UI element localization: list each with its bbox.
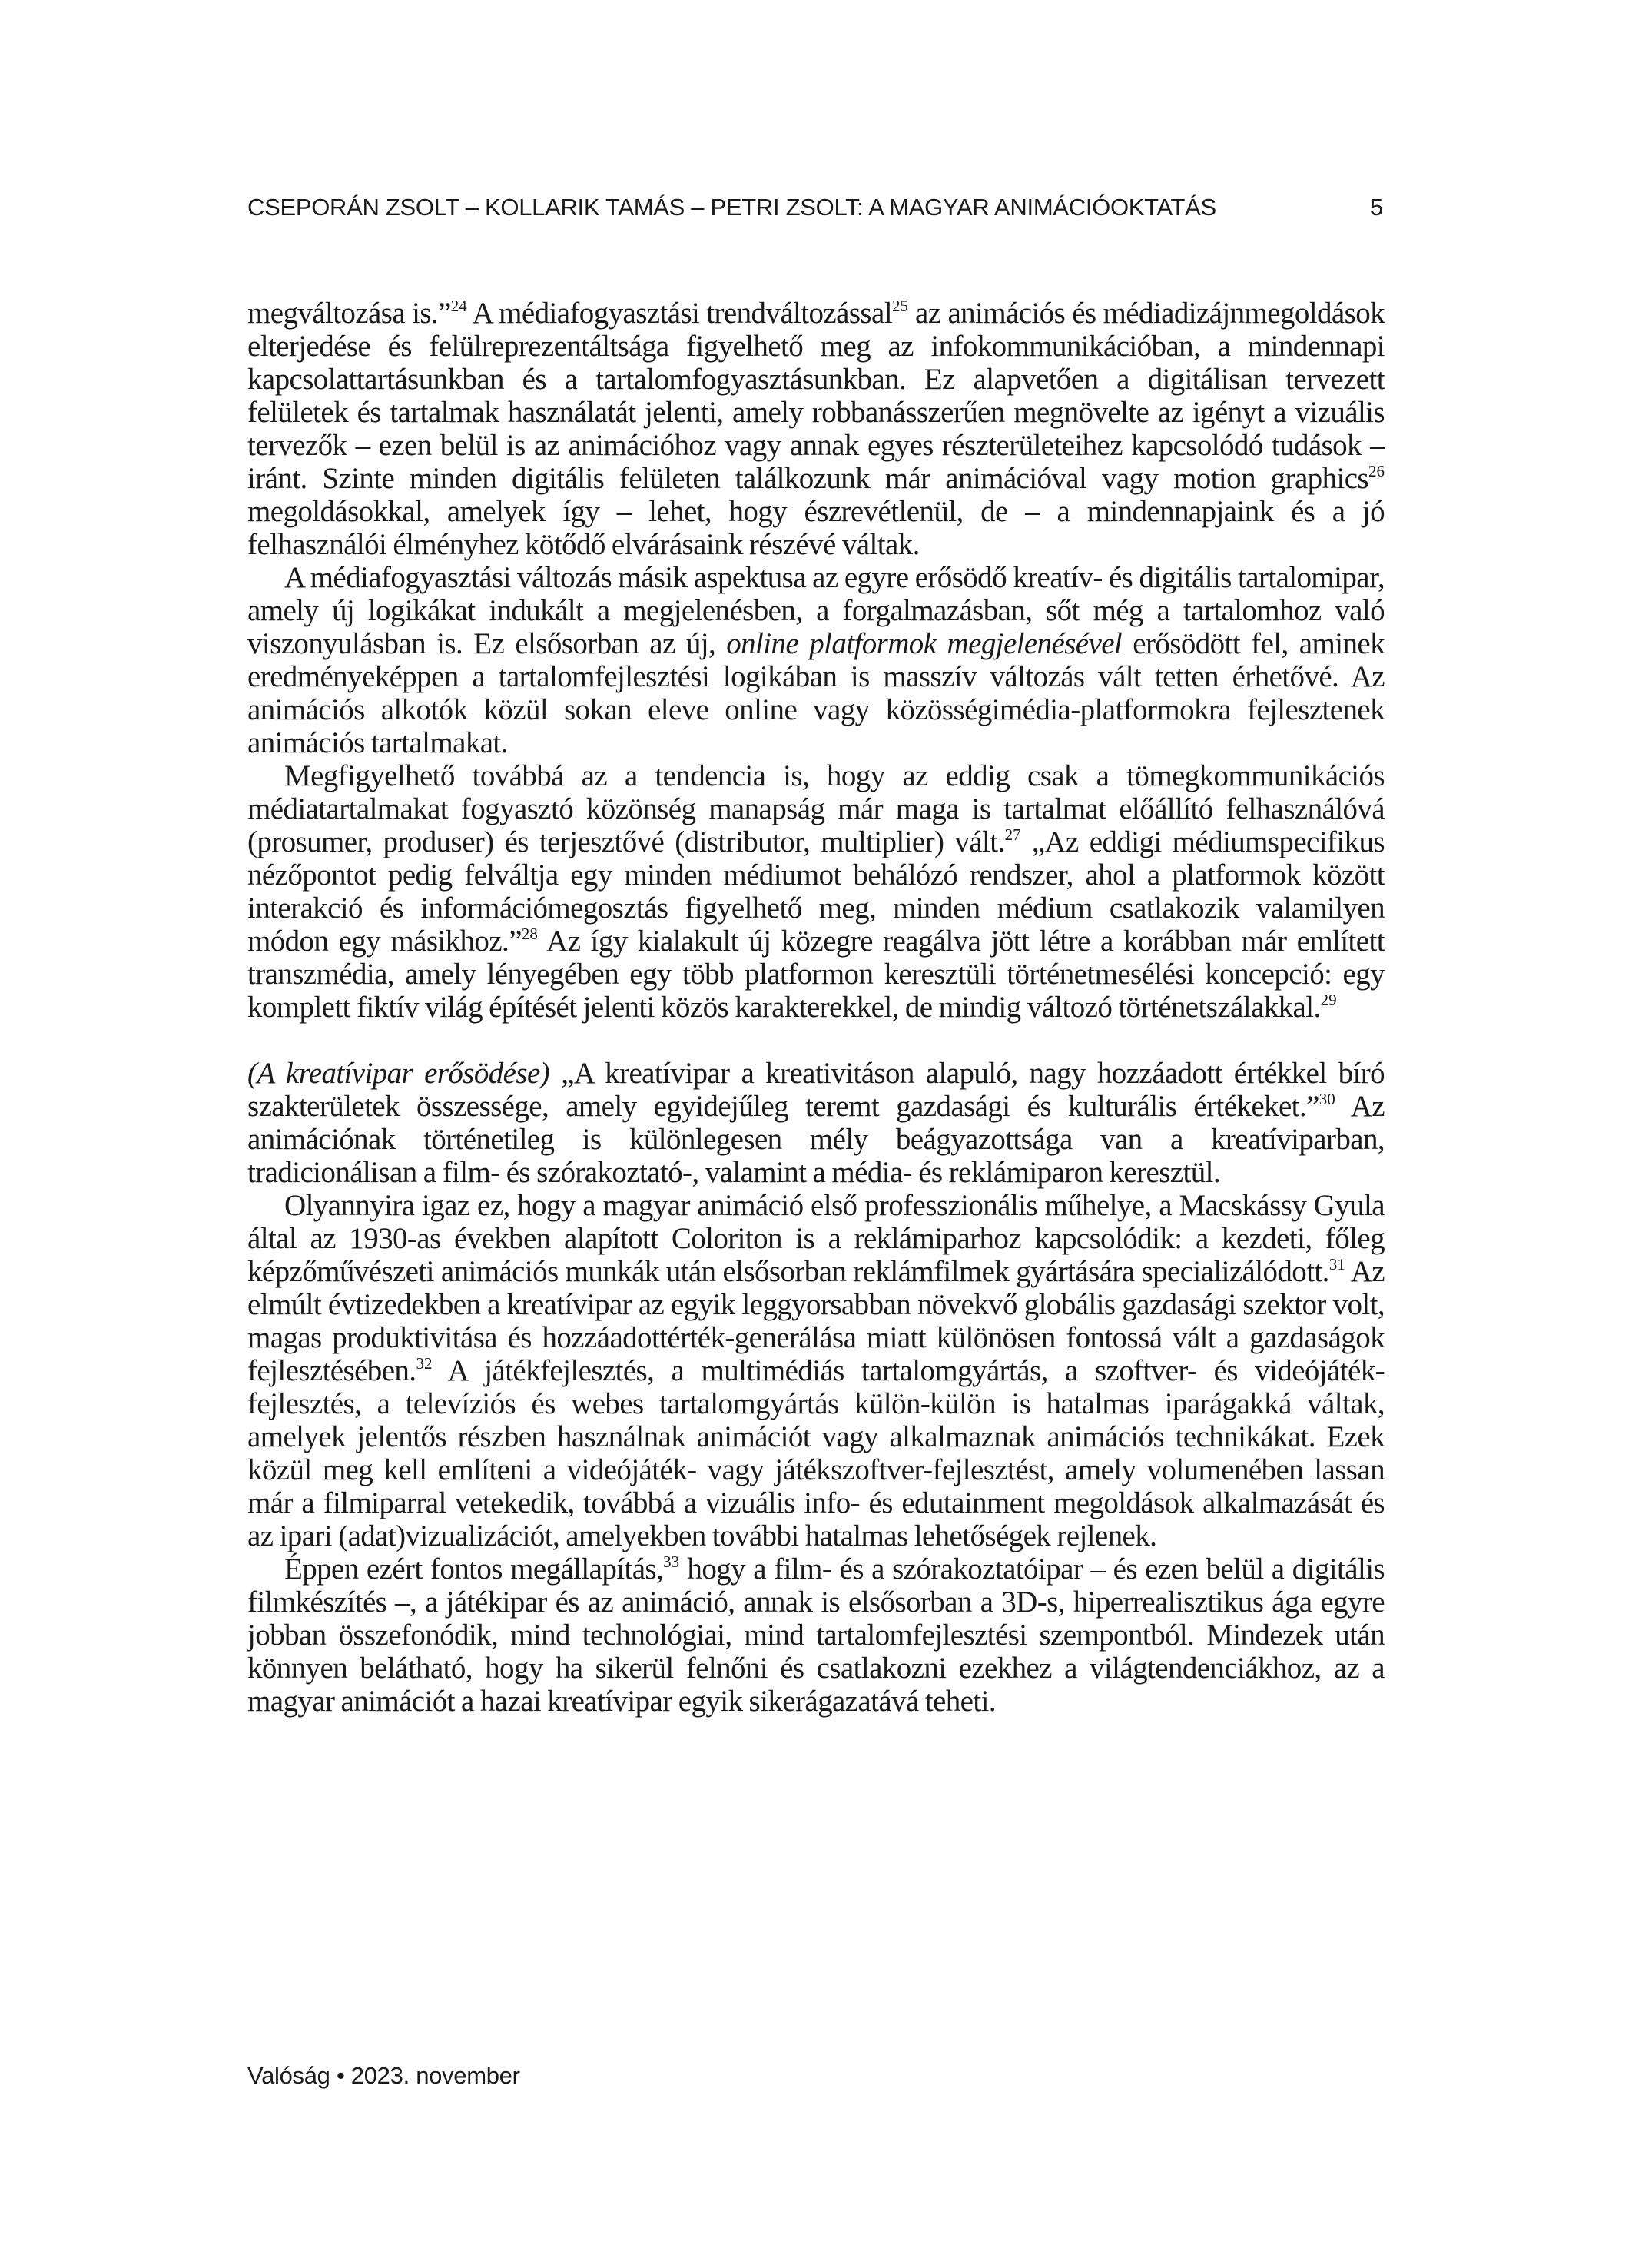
footnote-ref: 25 bbox=[891, 297, 908, 315]
page-footer: Valóság • 2023. november bbox=[247, 2062, 520, 2089]
footnote-ref: 32 bbox=[416, 1354, 433, 1373]
text-run: az animációs és médiadizájnmegoldások elterjedése és felülreprezentáltsága figyelhető meg az infokommunikációban, a mindennapi kapcsolattartásunkban és a tartalomfogyasztásunkban. Ez alapvetően a digitálisan tervezett felületek és tartalmak használatát jelenti, amely robbanásszerűen megnövelte az igényt a vizuális tervezők – ezen belül is az animációhoz vagy annak egyes részterületeihez kapcsolódó tudások – iránt. Szinte minden digitális felületen találkozunk már animációval vagy motion graphics bbox=[247, 297, 1385, 495]
text-run: hogy a film- és a szórakoztatóipar – és ezen belül a digitális filmkészítés –, a játékipar és az animáció, annak is elsősorban a 3D-s, hiperrealisztikus ága egyre jobban összefonódik, mind technológiai, mind tartalomfejlesztési szempontból. Mindezek után könnyen belátható, hogy ha sikerül felnőni és csatlakozni ezekhez a világtendenciákhoz, az a magyar animációt a hazai kreatívipar egyik sikerágazatává teheti. bbox=[247, 1552, 1385, 1718]
text-run: Éppen ezért fontos megállapítás, bbox=[284, 1552, 664, 1586]
footnote-ref: 28 bbox=[521, 925, 538, 943]
italic-text: (A kreatívipar erősödése) bbox=[247, 1057, 550, 1090]
footnote-ref: 27 bbox=[1004, 825, 1021, 844]
paragraph bbox=[247, 1552, 1385, 1718]
footnote-ref: 33 bbox=[663, 1552, 680, 1571]
page-number: 5 bbox=[1370, 194, 1383, 221]
paragraph bbox=[247, 1057, 1385, 1189]
paragraph bbox=[247, 297, 1385, 561]
text-run: Olyannyira igaz ez, hogy a magyar animáció első professzionális műhelye, a Macskássy Gyula által az 1930-as években alapított Coloriton is a reklámiparhoz kapcsolódik: a kezdeti, főleg képzőművészeti animációs munkák után elsősorban reklámfilmek gyártására specializálódott. bbox=[247, 1189, 1385, 1288]
footnote-ref: 29 bbox=[1320, 991, 1337, 1009]
footnote-ref: 31 bbox=[1328, 1255, 1345, 1273]
footnote-ref: 30 bbox=[1319, 1090, 1335, 1108]
italic-text: online platformok megjelenésével bbox=[726, 627, 1123, 660]
text-run: A médiafogyasztási változás másik aspektusa az egyre erősödő kreatív- és digitális tartalomipar, amely új logikákat indukált a megjelenésben, a forgalmazásban, sőt még a tartalomhoz való viszonyulásban is. Ez elsősorban az új, bbox=[247, 561, 1385, 660]
footnote-ref: 26 bbox=[1368, 462, 1385, 480]
text-run: „Az eddigi médiumspecifikus nézőpontot pedig felváltja egy minden médiumot behálózó rendszer, ahol a platformok között interakció és információmegosztás figyelhető meg, minden médium csatlakozik valamilyen módon egy másikhoz.” bbox=[247, 825, 1385, 958]
running-header bbox=[247, 194, 1392, 221]
text-run: „A kreatívipar a kreativitáson alapuló, nagy hozzáadott értékkel bíró szakterületek összessége, amely egyidejűleg teremt gazdasági és kulturális értékeket.” bbox=[247, 1057, 1385, 1123]
paragraph bbox=[247, 1189, 1385, 1552]
text-run: A játékfejlesztés, a multimédiás tartalomgyártás, a szoftver- és videójáték-fejlesztés, a televíziós és webes tartalomgyártás külön-külön is hatalmas iparágakká váltak, amelyek jelentős részben használnak animációt vagy alkalmaznak animációs technikákat. Ezek közül meg kell említeni a videójáték- vagy játékszoftver-fejlesztést, amely volumenében lassan már a filmiparral vetekedik, továbbá a vizuális info- és edutainment megoldások alkalmazását és az ipari (adat)vizualizációt, amelyekben további hatalmas lehetőségek rejlenek. bbox=[247, 1354, 1385, 1552]
text-run: megoldásokkal, amelyek így – lehet, hogy észrevétlenül, de – a mindennapjaink és a jó felhasználói élményhez kötődő elvárásaink részévé váltak. bbox=[247, 495, 1385, 561]
text-run: Az így kialakult új közegre reagálva jött létre a korábban már említett transzmédia, amely lényegében egy több platformon keresztüli történetmesélési koncepció: egy komplett fiktív világ építését jelenti közös karakterekkel, de mindig változó történetszálakkal. bbox=[247, 925, 1385, 1024]
article-body bbox=[247, 297, 1385, 1718]
paragraph bbox=[247, 759, 1385, 1024]
running-title: CSEPORÁN ZSOLT – KOLLARIK TAMÁS – PETRI ZSOLT: A MAGYAR ANIMÁCIÓOKTATÁS bbox=[247, 194, 1216, 221]
paragraph bbox=[247, 561, 1385, 759]
text-run: erősödött fel, aminek eredményeképpen a tartalomfejlesztési logikában is masszív változás vált tetten érhetővé. Az animációs alkotók közül sokan eleve online vagy közösségimédia-platformokra fejlesztenek animációs tartalmakat. bbox=[247, 627, 1385, 759]
footnote-ref: 24 bbox=[450, 297, 467, 315]
text-run: megváltozása is.” bbox=[247, 297, 451, 330]
text-run: A médiafogyasztási trendváltozással bbox=[466, 297, 892, 330]
text-run: Megfigyelhető továbbá az a tendencia is, hogy az eddig csak a tömegkommunikációs médiatartalmakat fogyasztó közönség manapság már maga is tartalmat előállító felhasználóvá (prosumer, produser) és terjesztővé (distributor, multiplier) vált. bbox=[247, 759, 1385, 858]
text-run: Az elmúlt évtizedekben a kreatívipar az egyik leggyorsabban növekvő globális gazdasági szektor volt, magas produktivitása és hozzáadottérték-generálása miatt különösen fontossá vált a gazdaságok fejlesztésében. bbox=[247, 1255, 1385, 1387]
text-run: Az animációnak történetileg is különlegesen mély beágyazottsága van a kreatíviparban, tradicionálisan a film- és szórakoztató-, valamint a média- és reklámiparon keresztül. bbox=[247, 1090, 1385, 1189]
